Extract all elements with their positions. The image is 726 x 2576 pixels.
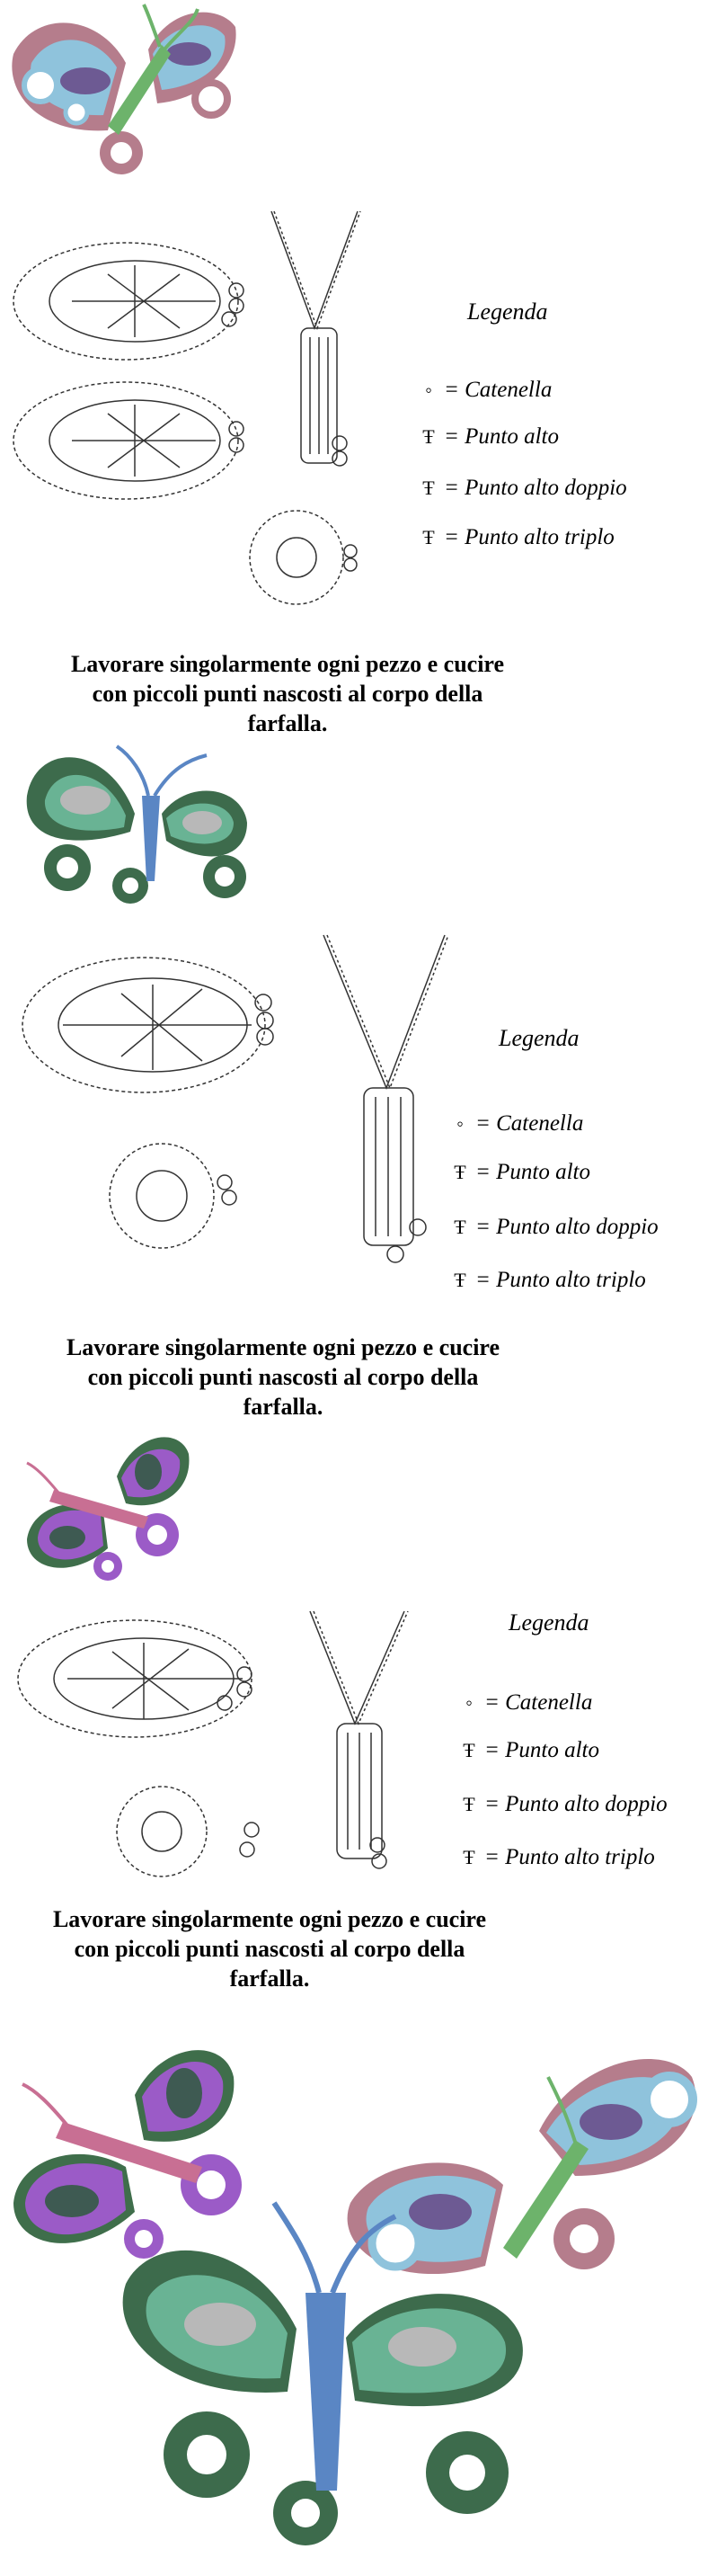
legend-label: = Punto alto triplo — [444, 525, 615, 549]
instruction-line: farfalla. — [229, 1965, 310, 1992]
crochet-diagram-3 — [9, 1602, 458, 1899]
instruction-line: con piccoli punti nascosti al corpo della — [92, 681, 483, 707]
legend-label: = Catenella — [475, 1111, 584, 1136]
legend-label: = Punto alto doppio — [484, 1792, 668, 1816]
legend-item-punto-alto-triplo — [413, 525, 615, 550]
legend-label: = Punto alto doppio — [475, 1215, 659, 1239]
butterfly-photo-3 — [18, 1422, 198, 1584]
triple-treble-crochet-icon: Ŧ — [463, 1846, 475, 1868]
instruction-line: con piccoli punti nascosti al corpo della — [74, 1936, 465, 1962]
legend-title: Legenda — [467, 299, 548, 325]
crochet-diagram-2 — [9, 931, 476, 1281]
chain-stitch-icon: ◦ — [465, 1691, 473, 1714]
legend-item-punto-alto — [445, 1160, 590, 1185]
instructions-3 — [0, 1904, 539, 1993]
crochet-diagram-1 — [0, 202, 449, 634]
legend-label: = Catenella — [444, 378, 553, 402]
legend-label: = Punto alto — [475, 1160, 590, 1184]
legend-label: = Punto alto triplo — [484, 1845, 655, 1869]
butterfly-photo-1 — [0, 0, 243, 180]
treble-crochet-icon: Ŧ — [422, 477, 435, 499]
instruction-line: Lavorare singolarmente ogni pezzo e cucire — [52, 1906, 487, 1932]
double-crochet-icon: Ŧ — [463, 1739, 475, 1761]
treble-crochet-icon: Ŧ — [454, 1216, 466, 1238]
instruction-line: Lavorare singolarmente ogni pezzo e cucire — [66, 1334, 500, 1360]
instruction-line: farfalla. — [247, 710, 328, 736]
legend-item-catenella — [454, 1690, 592, 1716]
legend-item-punto-alto-triplo — [454, 1845, 655, 1870]
triple-treble-crochet-icon: Ŧ — [454, 1269, 466, 1291]
triple-treble-crochet-icon: Ŧ — [422, 526, 435, 548]
instructions-2 — [0, 1333, 566, 1422]
legend-label: = Punto alto — [444, 424, 559, 449]
legend-item-punto-alto-doppio — [454, 1792, 668, 1817]
double-crochet-icon: Ŧ — [422, 425, 435, 448]
legend-item-punto-alto — [454, 1738, 599, 1763]
legend-item-catenella — [413, 378, 552, 403]
instruction-line: con piccoli punti nascosti al corpo della — [87, 1364, 479, 1390]
butterflies-composite-photo — [0, 2023, 726, 2576]
instructions-1 — [0, 649, 575, 738]
butterfly-photo-2 — [18, 733, 261, 913]
legend-title: Legenda — [499, 1025, 580, 1051]
legend-item-punto-alto-triplo — [445, 1268, 646, 1293]
instruction-line: farfalla. — [243, 1394, 323, 1420]
legend-item-punto-alto-doppio — [413, 476, 627, 501]
chain-stitch-icon: ◦ — [456, 1112, 464, 1135]
legend-label: = Punto alto doppio — [444, 476, 627, 500]
legend-item-catenella — [445, 1111, 583, 1136]
instruction-line: Lavorare singolarmente ogni pezzo e cucire — [70, 651, 505, 677]
legend-label: = Punto alto triplo — [475, 1268, 646, 1292]
double-crochet-icon: Ŧ — [454, 1161, 466, 1183]
legend-item-punto-alto-doppio — [445, 1215, 659, 1240]
legend-label: = Punto alto — [484, 1738, 599, 1762]
legend-item-punto-alto — [413, 424, 559, 450]
treble-crochet-icon: Ŧ — [463, 1793, 475, 1815]
legend-label: = Catenella — [484, 1690, 593, 1715]
chain-stitch-icon: ◦ — [425, 379, 432, 401]
legend-title: Legenda — [509, 1609, 589, 1636]
